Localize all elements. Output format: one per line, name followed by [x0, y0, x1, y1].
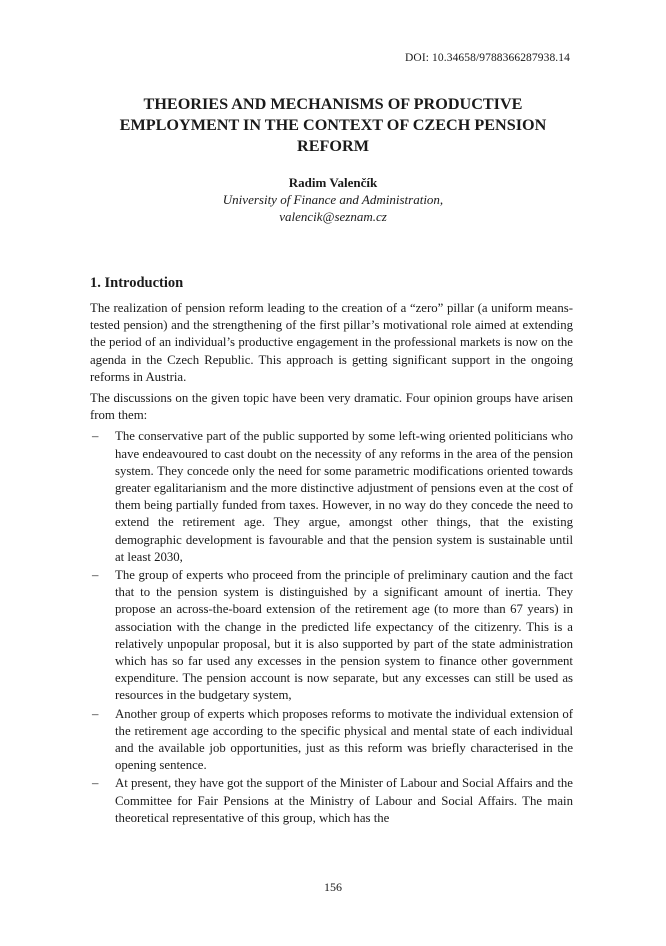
list-dash: – — [92, 568, 99, 583]
list-item — [90, 567, 573, 705]
author-affiliation: University of Finance and Administration, — [222, 192, 444, 207]
list-item-text: The conservative part of the public supported by some left-wing oriented politicians who have endeavoured to cast doubt on the necessity of any reforms in the area of the pension system. They concede only the need for some parametric modifications oriented towards greater egalitarianism and the more distinctive adjustment of pensions even at the cost of them being partially funded from taxes. However, in no way do they concede the need to extend the retirement age. They argue, amongst other things, that the existing demographic development is favourable and that the pension system is sustainable until at least 2030, — [115, 429, 573, 564]
paragraph: The discussions on the given topic have been very dramatic. Four opinion groups have arisen from them: — [90, 391, 573, 423]
list-item — [90, 428, 573, 566]
list-item — [90, 775, 573, 827]
author-block — [90, 174, 576, 225]
body-text — [90, 300, 573, 828]
page-number: 156 — [324, 880, 342, 894]
list-item-text: At present, they have got the support of the Minister of Labour and Social Affairs and the Committee for Fair Pensions at the Ministry of Labour and Social Affairs. The main theoretical representative of this group, which has the — [115, 776, 573, 825]
paragraph: The realization of pension reform leading to the creation of a “zero” pillar (a uniform means-tested pension) and the strengthening of the first pillar’s motivational role aimed at extending the period of an individual’s productive engagement in the professional markets is now on the agenda in the Czech Republic. This approach is getting significant support in the ongoing reforms in Austria. — [90, 301, 573, 384]
list-dash: – — [92, 706, 99, 721]
list-dash: – — [92, 776, 99, 791]
section-heading: 1. Introduction — [90, 275, 184, 291]
list-dash: – — [92, 429, 99, 444]
list-item-text: Another group of experts which proposes reforms to motivate the individual extension of the retirement age according to the specific physical and mental state of each individual and the available job opportunities, just as this reform was briefly characterised in the opening sentence. — [115, 706, 573, 773]
list-item — [90, 706, 573, 775]
list-item-text: The group of experts who proceed from the principle of preliminary caution and the fact that to the pension system is distinguished by a significant amount of inertia. They propose an across-the-board extension of the retirement age (to more than 67 years) in association with the change in the predicted life expectancy of the citizenry. This is a relatively unpopular proposal, but it is also supported by part of the state administration which has so far used any excesses in the pension system to finance other government expenditure. The pension account is now separate, but any excesses can still be used as resources in the budgetary system, — [115, 568, 573, 703]
opinion-groups-list — [90, 428, 573, 827]
author-email: valencik@seznam.cz — [279, 209, 387, 224]
author-name: Radim Valenčík — [288, 175, 378, 190]
paper-title: THEORIES AND MECHANISMS OF PRODUCTIVE EMPLOYMENT IN THE CONTEXT OF CZECH PENSION REFORM — [119, 95, 547, 155]
doi-header: DOI: 10.34658/9788366287938.14 — [405, 52, 570, 64]
